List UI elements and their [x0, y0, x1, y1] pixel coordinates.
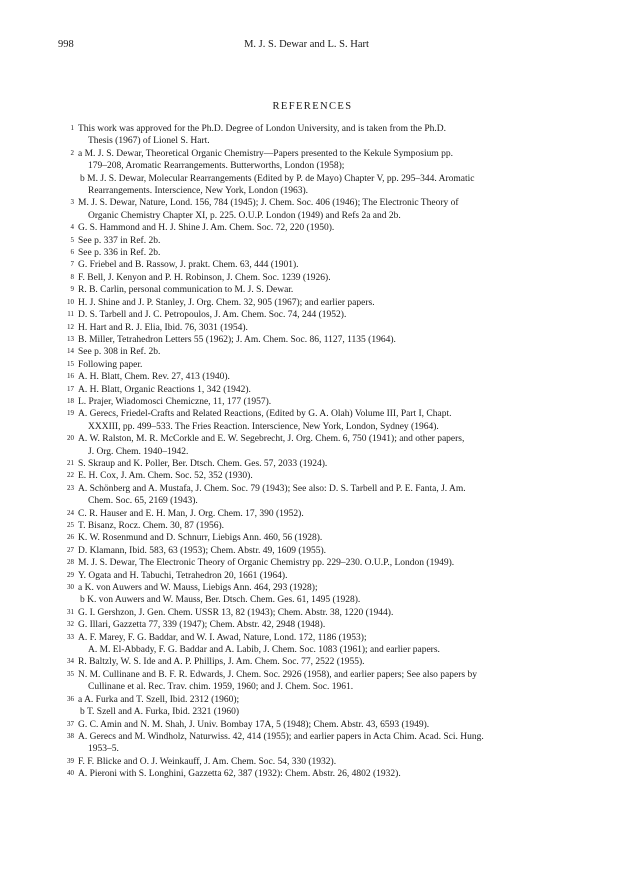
reference-number: 34 — [67, 657, 74, 666]
reference-line: See p. 308 in Ref. 2b. — [78, 347, 161, 358]
reference-line: F. F. Blicke and O. J. Weinkauff, J. Am. Chem. Soc. 54, 330 (1932). — [78, 756, 337, 767]
reference-line: G. Friebel and B. Rassow, J. prakt. Chem. 63, 444 (1901). — [78, 260, 299, 271]
reference-item — [62, 346, 558, 358]
reference-line: S. Skraup and K. Poller, Ber. Dtsch. Chem. Ges. 57, 2033 (1924). — [78, 458, 328, 469]
reference-item — [62, 582, 558, 607]
reference-line: A. Gerecs and M. Windholz, Naturwiss. 42, 414 (1955); and earlier papers in Acta Chim. Acad. Sci. Hung. — [78, 731, 484, 742]
reference-line: E. H. Cox, J. Am. Chem. Soc. 52, 352 (1930). — [78, 471, 253, 482]
reference-line: Thesis (1967) of Lionel S. Hart. — [88, 136, 210, 147]
reference-line: G. Illari, Gazzetta 77, 339 (1947); Chem. Abstr. 42, 2948 (1948). — [78, 620, 326, 631]
reference-item — [62, 371, 558, 383]
reference-line: A. Gerecs, Friedel-Crafts and Related Reactions, (Edited by G. A. Olah) Volume III, Part I, Chapt. — [78, 409, 452, 420]
reference-number: 4 — [70, 223, 74, 232]
reference-number: 36 — [67, 694, 74, 703]
reference-item — [62, 532, 558, 544]
reference-line: G. I. Gershzon, J. Gen. Chem. USSR 13, 82 (1943); Chem. Abstr. 38, 1220 (1944). — [78, 607, 394, 618]
reference-line: A. M. El-Abbady, F. G. Baddar and A. Labib, J. Chem. Soc. 1083 (1961); and earlier papers. — [88, 645, 440, 656]
reference-line: A. H. Blatt, Organic Reactions 1, 342 (1942). — [78, 384, 251, 395]
reference-number: 19 — [67, 409, 74, 418]
reference-item — [62, 470, 558, 482]
reference-line: b K. von Auwers and W. Mauss, Ber. Dtsch. Chem. Ges. 61, 1495 (1928). — [80, 595, 361, 606]
reference-line: D. Klamann, Ibid. 583, 63 (1953); Chem. Abstr. 49, 1609 (1955). — [78, 545, 327, 556]
reference-line: H. J. Shine and J. P. Stanley, J. Org. Chem. 32, 905 (1967); and earlier papers. — [78, 297, 375, 308]
reference-item — [62, 545, 558, 557]
reference-line: R. Baltzly, W. S. Ide and A. P. Phillips, J. Am. Chem. Soc. 77, 2522 (1955). — [78, 657, 365, 668]
reference-line: B. Miller, Tetrahedron Letters 55 (1962); J. Am. Chem. Soc. 86, 1127, 1135 (1964). — [78, 334, 396, 345]
reference-number: 14 — [67, 347, 74, 356]
reference-line: See p. 336 in Ref. 2b. — [78, 248, 161, 259]
reference-number: 11 — [67, 310, 74, 319]
reference-item — [62, 632, 558, 657]
reference-line: H. Hart and R. J. Elia, Ibid. 76, 3031 (1954). — [78, 322, 248, 333]
reference-line: See p. 337 in Ref. 2b. — [78, 235, 161, 246]
reference-number: 24 — [67, 508, 74, 517]
reference-number: 18 — [67, 396, 74, 405]
reference-item — [62, 197, 558, 222]
reference-line: L. Prajer, Wiadomosci Chemiczne, 11, 177 (1957). — [78, 396, 272, 407]
reference-line: T. Bisanz, Rocz. Chem. 30, 87 (1956). — [78, 521, 224, 531]
reference-number: 28 — [67, 558, 74, 567]
reference-number: 12 — [67, 322, 74, 331]
reference-number: 37 — [67, 719, 74, 728]
reference-item — [62, 284, 558, 296]
reference-number: 7 — [70, 260, 74, 269]
reference-item — [62, 694, 558, 719]
reference-number: 6 — [70, 248, 74, 257]
reference-number: 39 — [67, 756, 74, 765]
reference-line: A. Schönberg and A. Mustafa, J. Chem. Soc. 79 (1943); See also: D. S. Tarbell and P. E. Fanta, J. Am. — [78, 483, 466, 494]
reference-line: G. S. Hammond and H. J. Shine J. Am. Chem. Soc. 72, 220 (1950). — [78, 223, 335, 234]
reference-number: 35 — [67, 669, 74, 678]
running-head: M. J. S. Dewar and L. S. Hart — [244, 39, 369, 50]
reference-item — [62, 669, 558, 694]
reference-item — [62, 619, 558, 631]
reference-line: a A. Furka and T. Szell, Ibid. 2312 (1960); — [78, 694, 240, 705]
reference-line: R. B. Carlin, personal communication to M. J. S. Dewar. — [78, 285, 294, 296]
reference-number: 1 — [70, 124, 74, 132]
reference-number: 27 — [67, 545, 74, 554]
reference-line: K. W. Rosenmund and D. Schnurr, Liebigs Ann. 460, 56 (1928). — [78, 533, 323, 544]
reference-number: 33 — [67, 632, 74, 641]
reference-item — [62, 396, 558, 408]
reference-line: D. S. Tarbell and J. C. Petropoulos, J. Am. Chem. Soc. 74, 244 (1952). — [78, 310, 347, 321]
reference-item — [62, 259, 558, 271]
reference-number: 15 — [67, 359, 74, 368]
reference-line: F. Bell, J. Kenyon and P. H. Robinson, J. Chem. Soc. 1239 (1926). — [78, 272, 331, 283]
reference-line: C. R. Hauser and E. H. Man, J. Org. Chem. 17, 390 (1952). — [78, 508, 304, 519]
reference-item — [62, 570, 558, 582]
reference-line: Following paper. — [78, 359, 143, 370]
reference-line: 1953–5. — [88, 744, 119, 755]
reference-line: This work was approved for the Ph.D. Degree of London University, and is taken from the Ph.D. — [78, 124, 446, 134]
reference-number: 3 — [70, 198, 74, 207]
reference-item — [62, 520, 558, 532]
reference-item — [62, 235, 558, 247]
reference-number: 32 — [67, 620, 74, 629]
reference-number: 30 — [67, 583, 74, 592]
reference-number: 13 — [67, 334, 74, 343]
reference-number: 40 — [67, 769, 74, 778]
reference-item — [62, 222, 558, 234]
reference-item — [62, 148, 558, 198]
reference-number: 9 — [70, 285, 74, 294]
reference-item — [62, 607, 558, 619]
reference-item — [62, 297, 558, 309]
reference-line: a M. J. S. Dewar, Theoretical Organic Chemistry—Papers presented to the Kekule Symposium pp. — [78, 148, 453, 159]
reference-number: 16 — [67, 372, 74, 381]
reference-line: N. M. Cullinane and B. F. R. Edwards, J. Chem. Soc. 2926 (1958), and earlier papers; See also papers by — [78, 669, 477, 680]
reference-line: A. W. Ralston, M. R. McCorkle and E. W. Segebrecht, J. Org. Chem. 6, 750 (1941); and other papers, — [78, 434, 465, 445]
reference-item — [62, 408, 558, 433]
reference-number: 26 — [67, 533, 74, 542]
reference-item — [62, 272, 558, 284]
reference-line: G. C. Amin and N. M. Shah, J. Univ. Bombay 17A, 5 (1948); Chem. Abstr. 43, 6593 (1949). — [78, 719, 430, 730]
reference-line: Cullinane et al. Rec. Trav. chim. 1959, 1960; and J. Chem. Soc. 1961. — [88, 682, 354, 693]
reference-number: 29 — [67, 570, 74, 579]
reference-item — [62, 334, 558, 346]
reference-number: 10 — [67, 297, 74, 306]
reference-line: Organic Chemistry Chapter XI, p. 225. O.U.P. London (1949) and Refs 2a and 2b. — [88, 210, 401, 221]
reference-line: a K. von Auwers and W. Mauss, Liebigs Ann. 464, 293 (1928); — [78, 583, 318, 594]
reference-number: 5 — [70, 235, 74, 244]
reference-line: J. Org. Chem. 1940–1942. — [88, 446, 189, 457]
reference-item — [62, 731, 558, 756]
reference-number: 20 — [67, 434, 74, 443]
reference-number: 17 — [67, 384, 74, 393]
section-title: REFERENCES — [272, 101, 353, 112]
reference-number: 31 — [67, 607, 74, 616]
references-list — [62, 123, 558, 781]
reference-number: 23 — [67, 483, 74, 492]
reference-line: Y. Ogata and H. Tabuchi, Tetrahedron 20, 1661 (1964). — [78, 570, 288, 581]
reference-line: A. F. Marey, F. G. Baddar, and W. I. Awad, Nature, Lond. 172, 1186 (1953); — [78, 632, 367, 643]
reference-line: Rearrangements. Interscience, New York, London (1963). — [88, 186, 309, 197]
reference-line: 179–208, Aromatic Rearrangements. Butterworths, London (1958); — [88, 161, 345, 172]
reference-item — [62, 123, 558, 148]
reference-number: 8 — [70, 272, 74, 281]
reference-line: A. Pieroni with S. Longhini, Gazzetta 62, 387 (1932): Chem. Abstr. 26, 4802 (1932). — [78, 769, 401, 780]
reference-item — [62, 483, 558, 508]
reference-item — [62, 384, 558, 396]
reference-item — [62, 309, 558, 321]
reference-line: b M. J. S. Dewar, Molecular Rearrangements (Edited by P. de Mayo) Chapter V, pp. 295–344. Aromatic — [80, 173, 475, 184]
reference-item — [62, 508, 558, 520]
reference-item — [62, 719, 558, 731]
reference-number: 2 — [70, 148, 74, 157]
reference-item — [62, 756, 558, 768]
reference-line: M. J. S. Dewar, Nature, Lond. 156, 784 (1945); J. Chem. Soc. 406 (1946); The Electronic Theory of — [78, 198, 459, 209]
page-number: 998 — [58, 39, 74, 50]
reference-item — [62, 768, 558, 780]
reference-item — [62, 433, 558, 458]
reference-item — [62, 458, 558, 470]
reference-number: 22 — [67, 471, 74, 480]
reference-line: b T. Szell and A. Furka, Ibid. 2321 (1960) — [80, 707, 240, 718]
page-header — [58, 39, 555, 55]
reference-line: M. J. S. Dewar, The Electronic Theory of Organic Chemistry pp. 229–230. O.U.P., London (1949). — [78, 558, 455, 569]
reference-line: Chem. Soc. 65, 2169 (1943). — [88, 496, 198, 507]
reference-item — [62, 322, 558, 334]
reference-number: 38 — [67, 731, 74, 740]
reference-number: 25 — [67, 521, 74, 529]
reference-line: XXXIII, pp. 499–533. The Fries Reaction. Interscience, New York, London, Sydney (1964). — [88, 421, 439, 432]
reference-item — [62, 247, 558, 259]
reference-item — [62, 656, 558, 668]
reference-line: A. H. Blatt, Chem. Rev. 27, 413 (1940). — [78, 372, 230, 383]
reference-item — [62, 557, 558, 569]
reference-number: 21 — [67, 458, 74, 467]
reference-item — [62, 359, 558, 371]
